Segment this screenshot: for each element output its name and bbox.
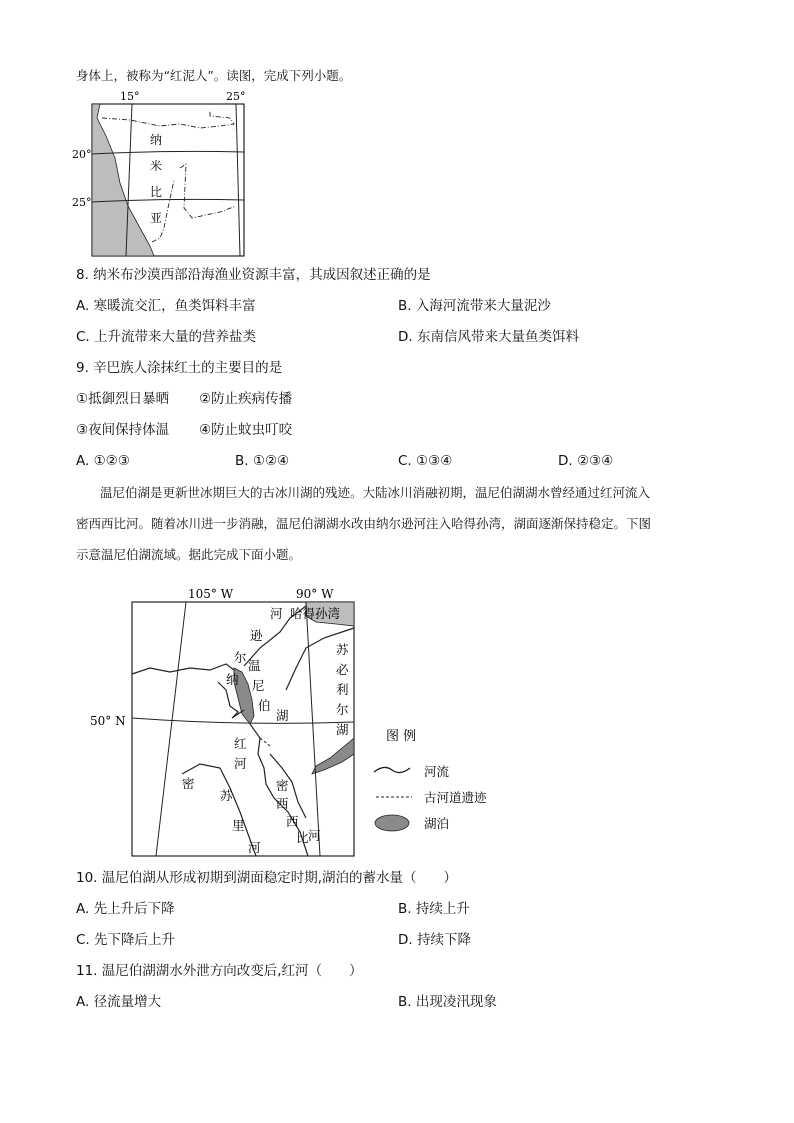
map1-lat-label: 20°: [72, 148, 92, 161]
q8-option-a[interactable]: A. 寒暖流交汇，鱼类饵料丰富: [76, 298, 256, 314]
passage-line-3: 示意温尼伯湖流域。据此完成下面小题。: [76, 547, 302, 562]
map1-country-char: 纳: [150, 133, 163, 147]
winnipeg-map: [90, 578, 530, 862]
q8-option-b[interactable]: B. 入海河流带来大量泥沙: [398, 298, 551, 314]
map2-missouri-char: 苏: [220, 788, 233, 803]
q8-option-c[interactable]: C. 上升流带来大量的营养盐类: [76, 329, 257, 345]
question-9-stem: 9. 辛巴族人涂抹红土的主要目的是: [76, 360, 283, 376]
map1-ocean: [92, 104, 154, 256]
map2-red-river-char: 河: [234, 756, 247, 771]
legend-channel-label: 古河道遗迹: [424, 790, 487, 805]
passage-line-2: 密西西比河。随着冰川进一步消融，温尼伯湖湖水改由纳尔逊河注入哈得孙湾，湖面逐渐保持稳定。下图: [76, 516, 652, 531]
map2-nelson-char: 河: [270, 606, 283, 621]
question-8-stem: 8. 纳米布沙漠西部沿海渔业资源丰富，其成因叙述正确的是: [76, 267, 431, 283]
namibia-map: [60, 88, 260, 260]
map1-country-char: 比: [150, 185, 163, 199]
map2-superior-char: 苏: [336, 642, 349, 657]
q11-option-b[interactable]: B. 出现凌汛现象: [398, 994, 497, 1010]
map1-lon-label: 25°: [226, 90, 246, 103]
map2-hudson-bay-label: 哈得孙湾: [290, 606, 341, 621]
map2-mississippi-char: 密: [276, 778, 289, 793]
q10-option-a[interactable]: A. 先上升后下降: [76, 901, 175, 917]
q9-item-2: ②防止疾病传播: [199, 391, 293, 407]
map1-lon-25: [236, 104, 240, 256]
map2-nelson-char: 尔: [234, 650, 247, 665]
q9-option-b[interactable]: B. ①②④: [235, 453, 290, 469]
map2-superior-char: 湖: [336, 722, 349, 737]
map1-lon-label: 15°: [120, 90, 140, 103]
q10-option-d[interactable]: D. 持续下降: [398, 932, 471, 948]
map2-lon-label: 105° W: [188, 587, 234, 601]
map2-missouri-char: 里: [232, 818, 245, 833]
map2-lake-char: 尼: [252, 678, 265, 693]
map2-lake-char: 伯: [258, 698, 271, 713]
legend-lake-label: 湖泊: [424, 816, 450, 831]
map1-lat-20: [92, 151, 244, 154]
q8-option-d[interactable]: D. 东南信风带来大量鱼类饵料: [398, 329, 579, 345]
legend-river-swatch: [374, 767, 410, 772]
map1-country-char: 亚: [150, 211, 163, 225]
passage-line-1: 温尼伯湖是更新世冰期巨大的古冰川湖的残迹。大陆冰川消融初期，温尼伯湖湖水曾经通过红河流入: [100, 485, 651, 500]
map2-red-river-char: 红: [234, 736, 247, 751]
q9-option-d[interactable]: D. ②③④: [558, 453, 614, 469]
map2-missouri-char: 河: [248, 840, 261, 855]
legend-river-label: 河流: [424, 764, 450, 779]
q9-item-1: ①抵御烈日暴晒: [76, 391, 170, 407]
map2-lake-char: 湖: [276, 708, 289, 723]
map2-lake-char: 温: [248, 658, 261, 673]
intro-text: 身体上，被称为“红泥人”。读图，完成下列小题。: [76, 68, 352, 83]
map2-mississippi-char: 西: [286, 814, 299, 829]
map1-lat-label: 25°: [72, 196, 92, 209]
map2-lat-label: 50° N: [90, 714, 126, 728]
q9-option-a[interactable]: A. ①②③: [76, 453, 130, 469]
map2-lon-105: [156, 602, 186, 856]
map2-legend-title: 图 例: [386, 729, 417, 744]
q9-item-3: ③夜间保持体温: [76, 422, 170, 438]
map2-nelson-char: 逊: [250, 628, 263, 643]
map2-east-river: [286, 628, 354, 690]
map2-mississippi-char: 西: [276, 796, 289, 811]
map2-lon-label: 90° W: [296, 587, 334, 601]
map2-nelson-char: 纳: [226, 672, 239, 687]
map2-mississippi-char: 比: [296, 830, 309, 845]
map1-country-char: 米: [150, 159, 163, 173]
q10-option-b[interactable]: B. 持续上升: [398, 901, 470, 917]
map2-lat-50: [132, 718, 354, 723]
q11-option-a[interactable]: A. 径流量增大: [76, 994, 162, 1010]
q9-item-4: ④防止蚊虫叮咬: [199, 422, 293, 438]
question-11-stem: 11. 温尼伯湖湖水外泄方向改变后,红河（ ）: [76, 963, 363, 979]
map2-superior-char: 利: [336, 682, 349, 697]
q9-option-c[interactable]: C. ①③④: [398, 453, 453, 469]
q10-option-c[interactable]: C. 先下降后上升: [76, 932, 176, 948]
legend-lake-swatch: [375, 815, 409, 831]
map2-missouri-char: 密: [182, 776, 195, 791]
map2-lon-90: [306, 602, 320, 856]
question-10-stem: 10. 温尼伯湖从形成初期到湖面稳定时期,湖泊的蓄水量（ ）: [76, 870, 458, 886]
map2-ancient-channel: [260, 738, 270, 746]
map2-superior-char: 必: [336, 662, 349, 677]
map2-superior-char: 尔: [336, 702, 349, 717]
map2-mississippi-char: 河: [308, 828, 321, 843]
map2-lake-superior: [312, 738, 354, 774]
